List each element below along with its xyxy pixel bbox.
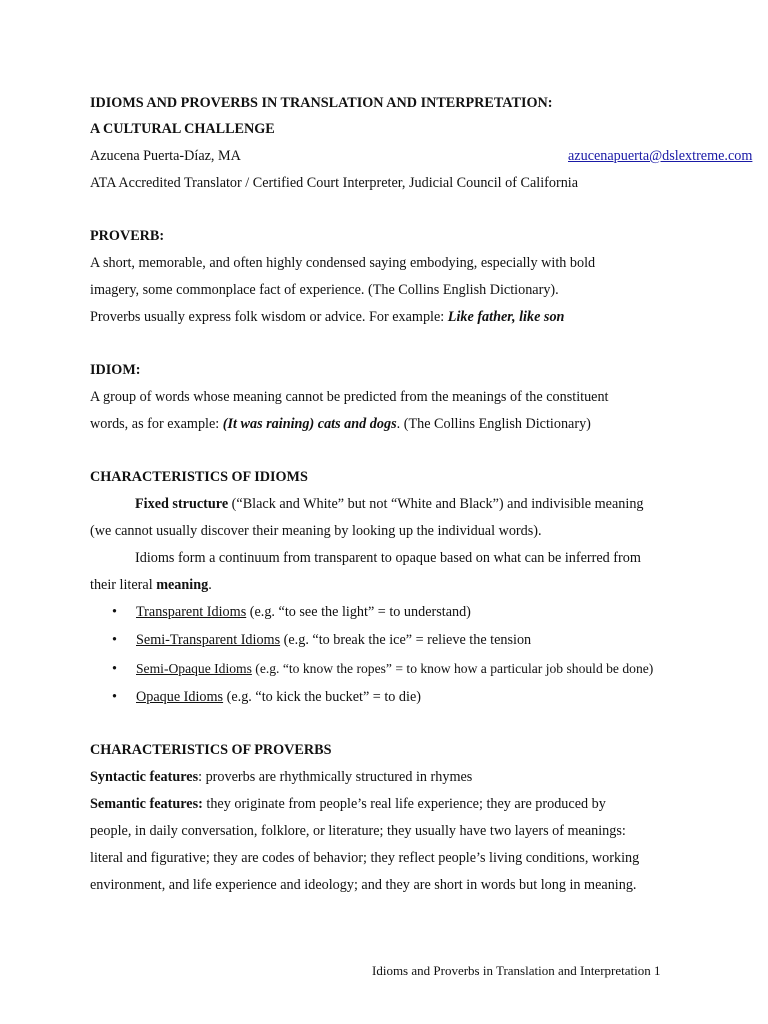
syntactic-text: : proverbs are rhythmically structured in rhymes	[198, 769, 473, 785]
list-item	[136, 688, 421, 706]
proverb-example-intro: Proverbs usually express folk wisdom or advice. For example:	[90, 309, 448, 325]
bullet-icon: •	[112, 689, 117, 705]
proverb-def-line-1: A short, memorable, and often highly condensed saying embodying, especially with bold	[90, 255, 596, 271]
idiom-type-label: Opaque Idioms	[136, 689, 224, 705]
idiom-type-label: Transparent Idioms	[136, 604, 247, 620]
continuum-text: their literal	[90, 577, 157, 593]
list-item	[136, 631, 531, 649]
proverb-characteristics-heading: CHARACTERISTICS OF PROVERBS	[90, 742, 332, 758]
idiom-type-example: (e.g. “to break the ice” = relieve the tension	[280, 632, 532, 648]
idiom-def-line-2	[90, 415, 591, 433]
title-line-2: A CULTURAL CHALLENGE	[90, 121, 275, 137]
continuum-line-1: Idioms form a continuum from transparent to opaque based on what can be inferred from	[135, 550, 641, 566]
idiom-type-example: (e.g. “to see the light” = to understand)	[246, 604, 471, 620]
semantic-text-1: they originate from people’s real life experience; they are produced by	[202, 796, 606, 812]
proverb-example: Like father, like son	[447, 309, 565, 325]
bullet-icon: •	[112, 604, 117, 620]
idiom-example-intro: words, as for example:	[90, 416, 223, 432]
semantic-label: Semantic features:	[90, 796, 203, 812]
idiom-heading: IDIOM:	[90, 362, 141, 378]
idiom-type-label: Semi-Transparent Idioms	[136, 632, 281, 648]
bullet-icon: •	[112, 632, 117, 648]
semantic-features-line-2: people, in daily conversation, folklore, or literature; they usually have two layers of meanings:	[90, 823, 626, 839]
idiom-def-line-1: A group of words whose meaning cannot be predicted from the meanings of the constituent	[90, 389, 609, 405]
syntactic-features	[90, 768, 472, 786]
title-line-1: IDIOMS AND PROVERBS IN TRANSLATION AND INTERPRETATION:	[90, 95, 553, 111]
semantic-features-line-3: literal and figurative; they are codes of behavior; they reflect people’s living conditions, working	[90, 850, 640, 866]
proverb-heading: PROVERB:	[90, 228, 165, 244]
author-email-link[interactable]: azucenapuerta@dslextreme.com	[568, 148, 753, 164]
author-name: Azucena Puerta-Díaz, MA	[90, 148, 241, 164]
page-footer: Idioms and Proverbs in Translation and Interpretation 1	[372, 963, 661, 978]
list-item	[136, 603, 471, 621]
idiom-characteristics-heading: CHARACTERISTICS OF IDIOMS	[90, 469, 308, 485]
list-item	[136, 660, 653, 678]
credentials: ATA Accredited Translator / Certified Court Interpreter, Judicial Council of California	[90, 175, 579, 191]
author-line	[90, 147, 753, 165]
idiom-source: . (The Collins English Dictionary)	[396, 416, 591, 432]
semantic-features-line-4: environment, and life experience and ideology; and they are short in words but long in meaning.	[90, 877, 637, 893]
semantic-features-line-1	[90, 795, 606, 813]
fixed-structure-line-2: (we cannot usually discover their meaning by looking up the individual words).	[90, 523, 542, 539]
fixed-structure-line-1	[135, 495, 644, 513]
continuum-line-2	[90, 576, 212, 594]
continuum-bold-word: meaning	[156, 577, 209, 593]
idiom-type-label: Semi-Opaque Idioms	[136, 661, 252, 676]
syntactic-label: Syntactic features	[90, 769, 199, 785]
idiom-type-example: (e.g. “to know the ropes” = to know how a particular job should be done)	[251, 661, 654, 676]
proverb-def-line-3	[90, 308, 564, 326]
idiom-example: (It was raining) cats and dogs	[222, 416, 397, 432]
continuum-period: .	[208, 577, 212, 593]
fixed-structure-label: Fixed structure	[135, 496, 229, 512]
fixed-structure-text: (“Black and White” but not “White and Black”) and indivisible meaning	[228, 496, 644, 512]
idiom-type-example: (e.g. “to kick the bucket” = to die)	[223, 689, 421, 705]
proverb-def-line-2: imagery, some commonplace fact of experience. (The Collins English Dictionary).	[90, 282, 559, 298]
bullet-icon: •	[112, 661, 117, 677]
